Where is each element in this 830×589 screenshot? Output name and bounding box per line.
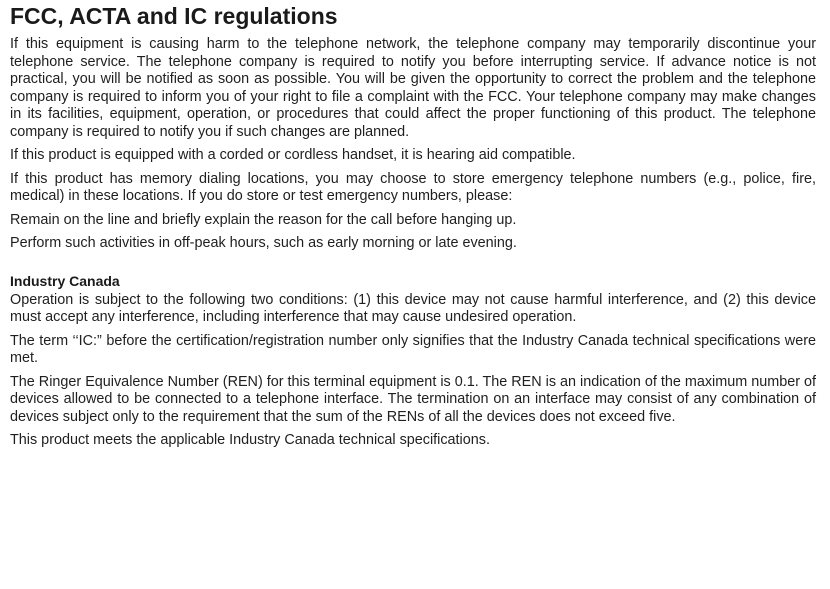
fcc-paragraph-hearing-aid: If this product is equipped with a corded or cordless handset, it is hearing aid compatible. — [10, 147, 576, 163]
section-spacer — [10, 259, 816, 273]
industry-canada-section — [10, 273, 816, 450]
ic-paragraph-ren: The Ringer Equivalence Number (REN) for this terminal equipment is 0.1. The REN is an indication of the maximum number of devices allowed to be connected to a telephone interface. The termination on an interface may consist of any combination of devices subject only to the requirement that the sum of the RENs of all the devices does not exceed five. — [10, 373, 816, 425]
fcc-paragraph-emergency-numbers: If this product has memory dialing locations, you may choose to store emergency telephone numbers (e.g., police, fire, medical) in these locations. If you do store or test emergency numbers, please: — [10, 170, 816, 204]
fcc-paragraph-off-peak: Perform such activities in off-peak hours, such as early morning or late evening. — [10, 235, 517, 251]
page-title: FCC, ACTA and IC regulations — [10, 3, 338, 29]
fcc-paragraph-service-interruption: If this equipment is causing harm to the telephone network, the telephone company may temporarily discontinue your telephone service. The telephone company is required to notify you before interrupting service. If advance notice is not practical, you will be notified as soon as possible. You will be given the opportunity to correct the problem and the telephone company is required to inform you of your right to file a complaint with the FCC. Your telephone company may make changes in its facilities, equipment, operation, or procedures that could affect the proper functioning of this product. The telephone company is required to notify you if such changes are planned. — [10, 36, 816, 140]
ic-paragraph-conditions: Operation is subject to the following two conditions: (1) this device may not cause harmful interference, and (2) this device must accept any interference, including interference that may cause undesired operation. — [10, 291, 816, 325]
section-heading-industry-canada: Industry Canada — [10, 272, 120, 289]
fcc-paragraph-remain-on-line: Remain on the line and briefly explain the reason for the call before hanging up. — [10, 211, 517, 228]
ic-paragraph-meets-specs: This product meets the applicable Industry Canada technical specifications. — [10, 432, 490, 448]
ic-paragraph-ic-term: The term ‘‘IC:” before the certification/registration number only signifies that the Industry Canada technical specifications were met. — [10, 332, 816, 366]
fcc-section — [10, 36, 816, 253]
